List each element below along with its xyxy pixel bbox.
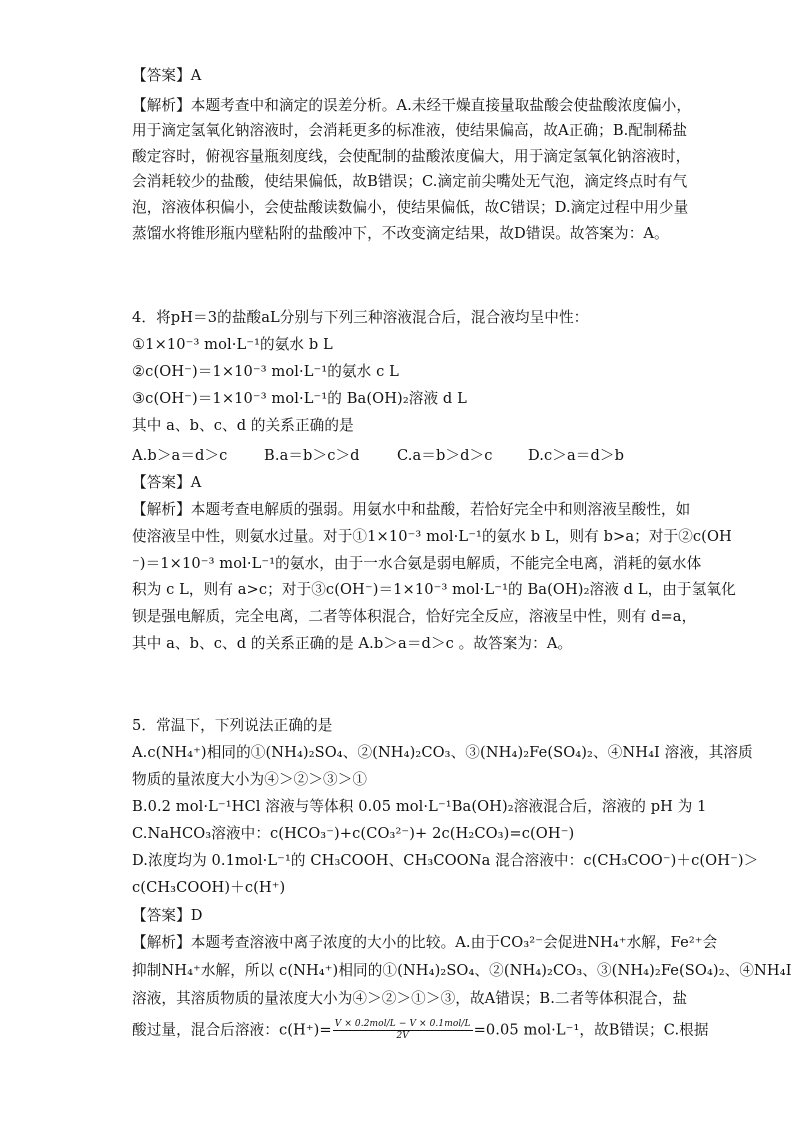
q4-answer: 【答案】A: [132, 474, 202, 491]
q4-explanation-line4: 积为 c L，则有 a>c；对于③c(OH⁻)＝1×10⁻³ mol·L⁻¹的 Ba(OH)₂溶液 d L，由于氢氧化: [132, 581, 736, 598]
q5-option-a-line1: A.c(NH₄⁺)相同的①(NH₄)₂SO₄、②(NH₄)₂CO₃、③(NH₄)₂Fe(SO₄)₂、④NH₄I 溶液，其溶质: [132, 744, 753, 761]
q4-explanation-line2: 使溶液呈中性，则氨水过量。对于①1×10⁻³ mol·L⁻¹的氨水 b L，则有 b>a；对于②c(OH: [132, 528, 732, 545]
q4-option-a: A.b＞a＝d＞c: [132, 447, 228, 464]
q5-explanation-line4-start: 酸过量，混合后溶液：c(H⁺)=: [132, 1021, 332, 1039]
q5-option-d-line2: c(CH₃COOH)＋c(H⁺): [132, 879, 286, 896]
q5-explanation-line1: 【解析】本题考查溶液中离子浓度的大小的比较。A.由于CO₃²⁻会促进NH₄⁺水解，Fe²⁺会: [132, 934, 718, 951]
q4-stem: 4．将pH＝3的盐酸aL分别与下列三种溶液混合后，混合液均呈中性：: [132, 309, 589, 326]
explanation-q3-line3: 酸定容时，俯视容量瓶刻度线，会使配制的盐酸浓度偏大，用于滴定氢氧化钠溶液时，: [132, 148, 691, 165]
q5-explanation-line2: 抑制NH₄⁺水解，所以 c(NH₄⁺)相同的①(NH₄)₂SO₄、②(NH₄)₂CO₃、③(NH₄)₂Fe(SO₄)₂、④NH₄I: [132, 962, 792, 979]
q4-explanation-line5: 钡是强电解质，完全电离，二者等体积混合，恰好完全反应，溶液呈中性，则有 d=a，: [132, 608, 697, 625]
concentration-fraction: [333, 1019, 473, 1042]
fraction-numerator: V × 0.2mol/L − V × 0.1mol/L: [334, 1019, 471, 1029]
q4-option-b: B.a＝b＞c＞d: [264, 447, 360, 464]
explanation-q3-line1: 【解析】本题考查中和滴定的误差分析。A.未经干燥直接量取盐酸会使盐酸浓度偏小，: [132, 97, 692, 114]
q4-item-1: ①1×10⁻³ mol·L⁻¹的氨水 b L: [132, 336, 333, 353]
q4-explanation-line3: ⁻)＝1×10⁻³ mol·L⁻¹的氨水，由于一水合氨是弱电解质，不能完全电离，消耗的氨水体: [132, 555, 702, 572]
q5-answer: 【答案】D: [132, 907, 203, 924]
q4-question: 其中 a、b、c、d 的关系正确的是: [132, 417, 354, 434]
q5-explanation-line3: 溶液，其溶质物质的量浓度大小为④＞②＞①＞③，故A错误；B.二者等体积混合，盐: [132, 990, 688, 1007]
q5-explanation-line4: [132, 1019, 709, 1042]
q5-option-a-line2: 物质的量浓度大小为④＞②＞③＞①: [132, 771, 368, 788]
explanation-q3-line4: 会消耗较少的盐酸，使结果偏低，故B错误；C.滴定前尖嘴处无气泡，滴定终点时有气: [132, 173, 688, 190]
answer-q3: 【答案】A: [132, 67, 202, 84]
explanation-q3-line2: 用于滴定氢氧化钠溶液时，会消耗更多的标准液，使结果偏高，故A正确；B.配制稀盐: [132, 122, 688, 139]
q4-option-d: D.c＞a＝d＞b: [528, 447, 625, 464]
q5-option-b: B.0.2 mol·L⁻¹HCl 溶液与等体积 0.05 mol·L⁻¹Ba(OH)₂溶液混合后，溶液的 pH 为 1: [132, 798, 707, 815]
q4-item-3: ③c(OH⁻)＝1×10⁻³ mol·L⁻¹的 Ba(OH)₂溶液 d L: [132, 390, 467, 407]
q5-option-d-line1: D.浓度均为 0.1mol·L⁻¹的 CH₃COOH、CH₃COONa 混合溶液中：c(CH₃COO⁻)＋c(OH⁻)＞: [132, 852, 759, 869]
explanation-q3-line6: 蒸馏水将锥形瓶内壁粘附的盐酸冲下，不改变滴定结果，故D错误。故答案为：A。: [132, 225, 669, 242]
q4-option-c: C.a＝b＞d＞c: [397, 447, 493, 464]
fraction-denominator: 2V: [396, 1031, 409, 1041]
q5-explanation-line4-end: =0.05 mol·L⁻¹，故B错误；C.根据: [473, 1021, 709, 1039]
q5-option-c: C.NaHCO₃溶液中：c(HCO₃⁻)+c(CO₃²⁻)+ 2c(H₂CO₃)=c(OH⁻): [132, 825, 575, 842]
q4-item-2: ②c(OH⁻)＝1×10⁻³ mol·L⁻¹的氨水 c L: [132, 363, 399, 380]
q5-stem: 5．常温下，下列说法正确的是: [132, 717, 333, 734]
q4-explanation-line6: 其中 a、b、c、d 的关系正确的是 A.b＞a＝d＞c 。故答案为：A。: [132, 635, 573, 652]
explanation-q3-line5: 泡，溶液体积偏小，会使盐酸读数偏小，使结果偏低，故C错误；D.滴定过程中用少量: [132, 199, 689, 216]
q4-explanation-line1: 【解析】本题考查电解质的强弱。用氨水中和盐酸，若恰好完全中和则溶液呈酸性，如: [132, 501, 691, 518]
